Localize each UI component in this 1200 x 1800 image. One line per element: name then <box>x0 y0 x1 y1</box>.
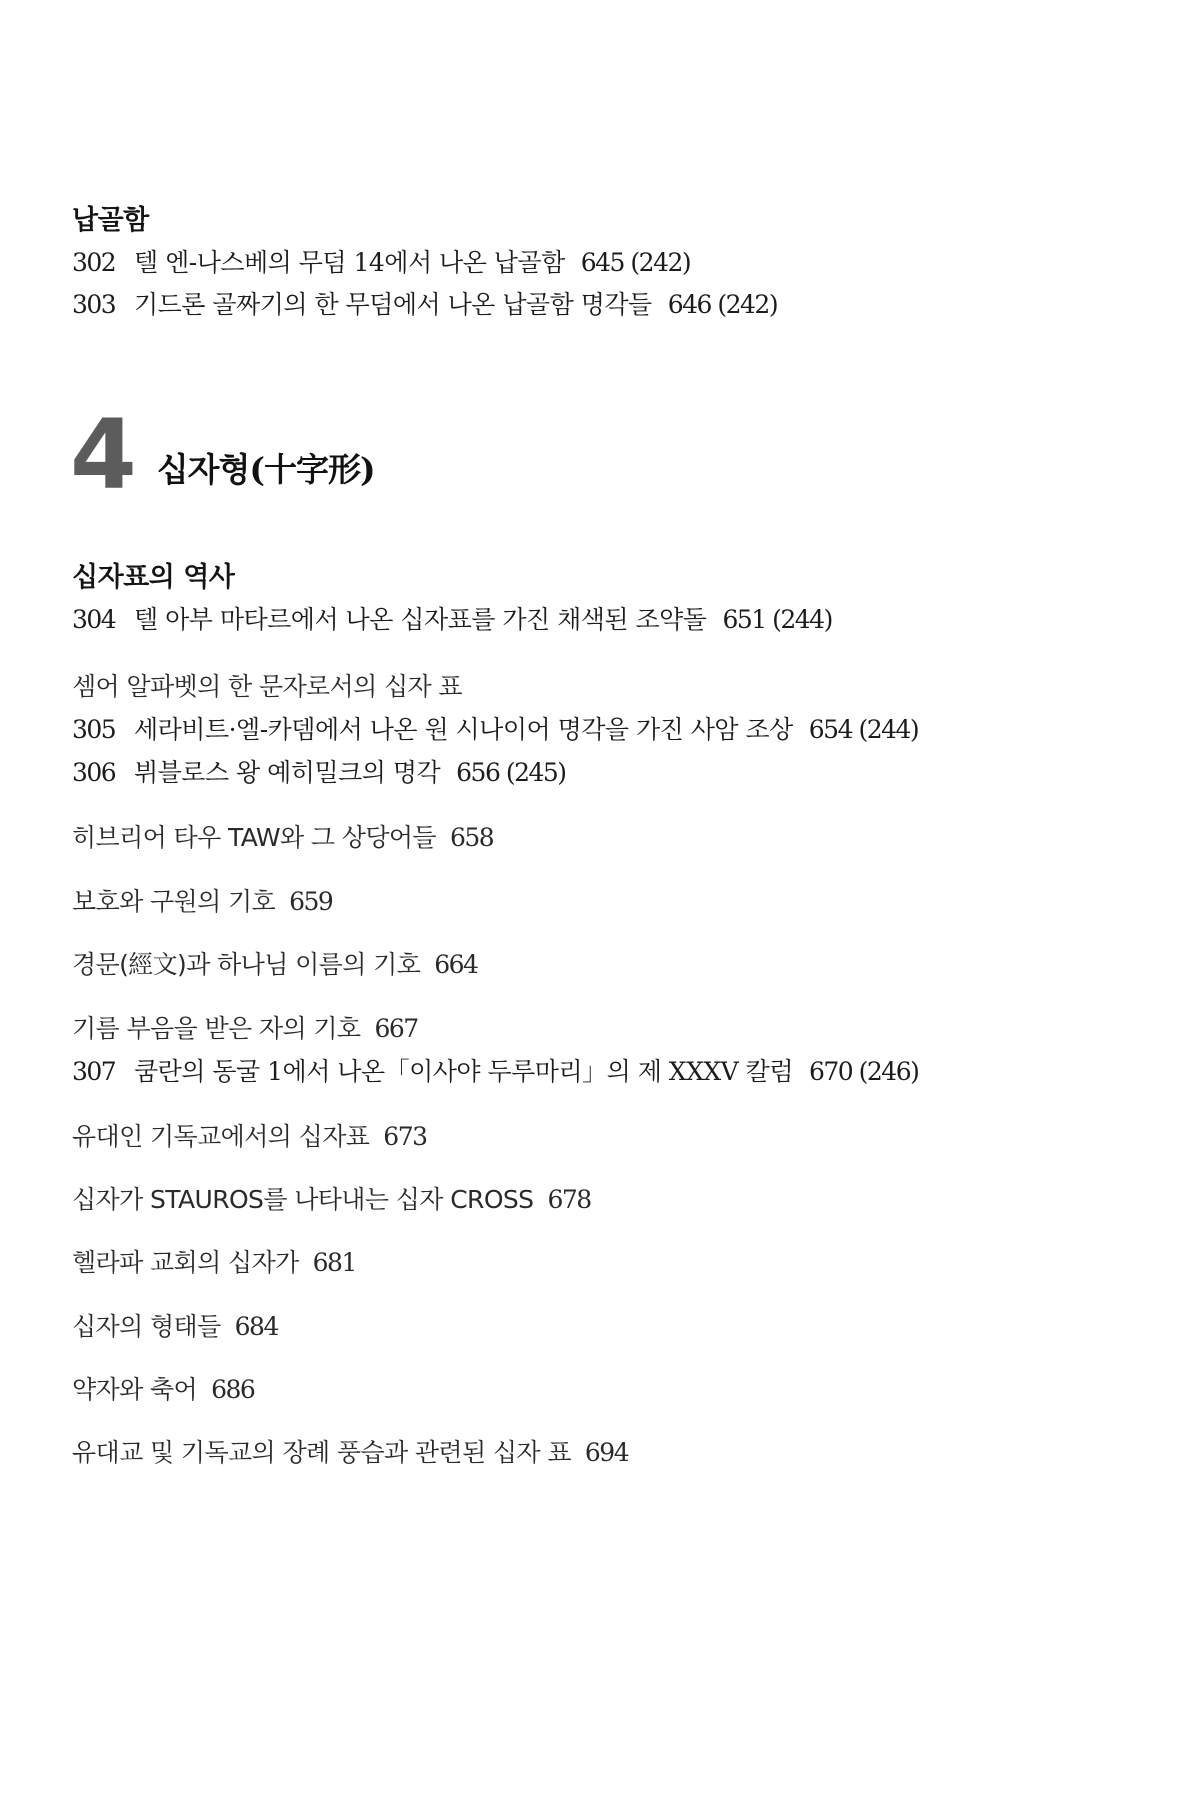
toc-subsection-semitic-alphabet <box>72 667 462 703</box>
entry-number: 306 <box>72 758 116 787</box>
subsection-title: 기름 부음을 받은 자의 기호 <box>72 1014 361 1043</box>
entry-page: 646 (242) <box>667 290 778 319</box>
chapter-heading <box>70 399 375 511</box>
subsection-title: 보호와 구원의 기호 <box>72 887 276 916</box>
subsection-title: 약자와 축어 <box>72 1375 198 1404</box>
subsection-title: 유대교 및 기독교의 장례 풍습과 관련된 십자 표 <box>72 1438 571 1467</box>
section-heading-cross-history: 십자표의 역사 <box>72 562 235 593</box>
entry-number: 304 <box>72 605 116 634</box>
subsection-page: 694 <box>584 1438 629 1467</box>
toc-subsection-jewish-christian <box>72 1117 427 1153</box>
entry-title: 텔 아부 마타르에서 나온 십자표를 가진 채색된 조약돌 <box>134 605 707 634</box>
toc-subsection-hebrew-taw <box>72 818 493 854</box>
entry-number: 305 <box>72 715 116 744</box>
toc-entry-306 <box>72 753 566 789</box>
entry-title: 세라비트·엘-카뎀에서 나온 원 시나이어 명각을 가진 사암 조상 <box>134 715 793 744</box>
subsection-page: 686 <box>211 1375 255 1404</box>
toc-entry-304 <box>72 600 832 636</box>
entry-page: 651 (244) <box>722 605 832 634</box>
entry-title: 기드론 골짜기의 한 무덤에서 나온 납골함 명각들 <box>134 290 652 319</box>
toc-entry-307 <box>72 1052 918 1088</box>
toc-subsection-protection <box>72 882 332 918</box>
subsection-page: 667 <box>374 1014 418 1043</box>
chapter-title: 십자형(十字形) <box>156 450 375 489</box>
entry-number: 302 <box>72 248 116 277</box>
toc-subsection-cross-forms <box>72 1307 278 1343</box>
subsection-title: 셈어 알파벳의 한 문자로서의 십자 표 <box>72 672 462 701</box>
subsection-page: 678 <box>547 1185 591 1214</box>
toc-subsection-stauros <box>72 1180 591 1216</box>
toc-subsection-anointed <box>72 1009 418 1045</box>
subsection-page: 673 <box>383 1122 427 1151</box>
subsection-title: 헬라파 교회의 십자가 <box>72 1248 299 1277</box>
subsection-title: 경문(經文)과 하나님 이름의 기호 <box>72 950 421 979</box>
toc-subsection-scripture <box>72 945 477 981</box>
toc-subsection-funeral-customs <box>72 1433 628 1469</box>
entry-page: 656 (245) <box>456 758 566 787</box>
entry-number: 307 <box>72 1057 116 1086</box>
toc-subsection-abbreviations <box>72 1370 254 1406</box>
subsection-page: 659 <box>289 887 333 916</box>
subsection-page: 681 <box>312 1248 356 1277</box>
section-heading-ossuary: 납골함 <box>72 205 149 236</box>
subsection-title: 히브리어 타우 TAW와 그 상당어들 <box>72 823 436 852</box>
toc-entry-303 <box>72 285 777 321</box>
subsection-title: 십자의 형태들 <box>72 1312 221 1341</box>
subsection-page: 664 <box>434 950 478 979</box>
subsection-title: 십자가 STAUROS를 나타내는 십자 CROSS <box>72 1185 534 1214</box>
entry-number: 303 <box>72 290 116 319</box>
entry-title: 쿰란의 동굴 1에서 나온「이사야 두루마리」의 제 XXXV 칼럼 <box>134 1057 793 1086</box>
subsection-page: 658 <box>449 823 494 852</box>
entry-page: 645 (242) <box>580 248 691 277</box>
entry-title: 텔 엔-나스베의 무덤 14에서 나온 납골함 <box>134 248 565 277</box>
subsection-title: 유대인 기독교에서의 십자표 <box>72 1122 370 1151</box>
subsection-page: 684 <box>234 1312 278 1341</box>
toc-entry-305 <box>72 710 918 746</box>
entry-page: 654 (244) <box>808 715 919 744</box>
entry-page: 670 (246) <box>808 1057 919 1086</box>
chapter-number: 4 <box>70 399 135 511</box>
toc-subsection-hellenistic-church <box>72 1243 356 1279</box>
entry-title: 뷔블로스 왕 예히밀크의 명각 <box>134 758 441 787</box>
toc-entry-302 <box>72 243 690 279</box>
